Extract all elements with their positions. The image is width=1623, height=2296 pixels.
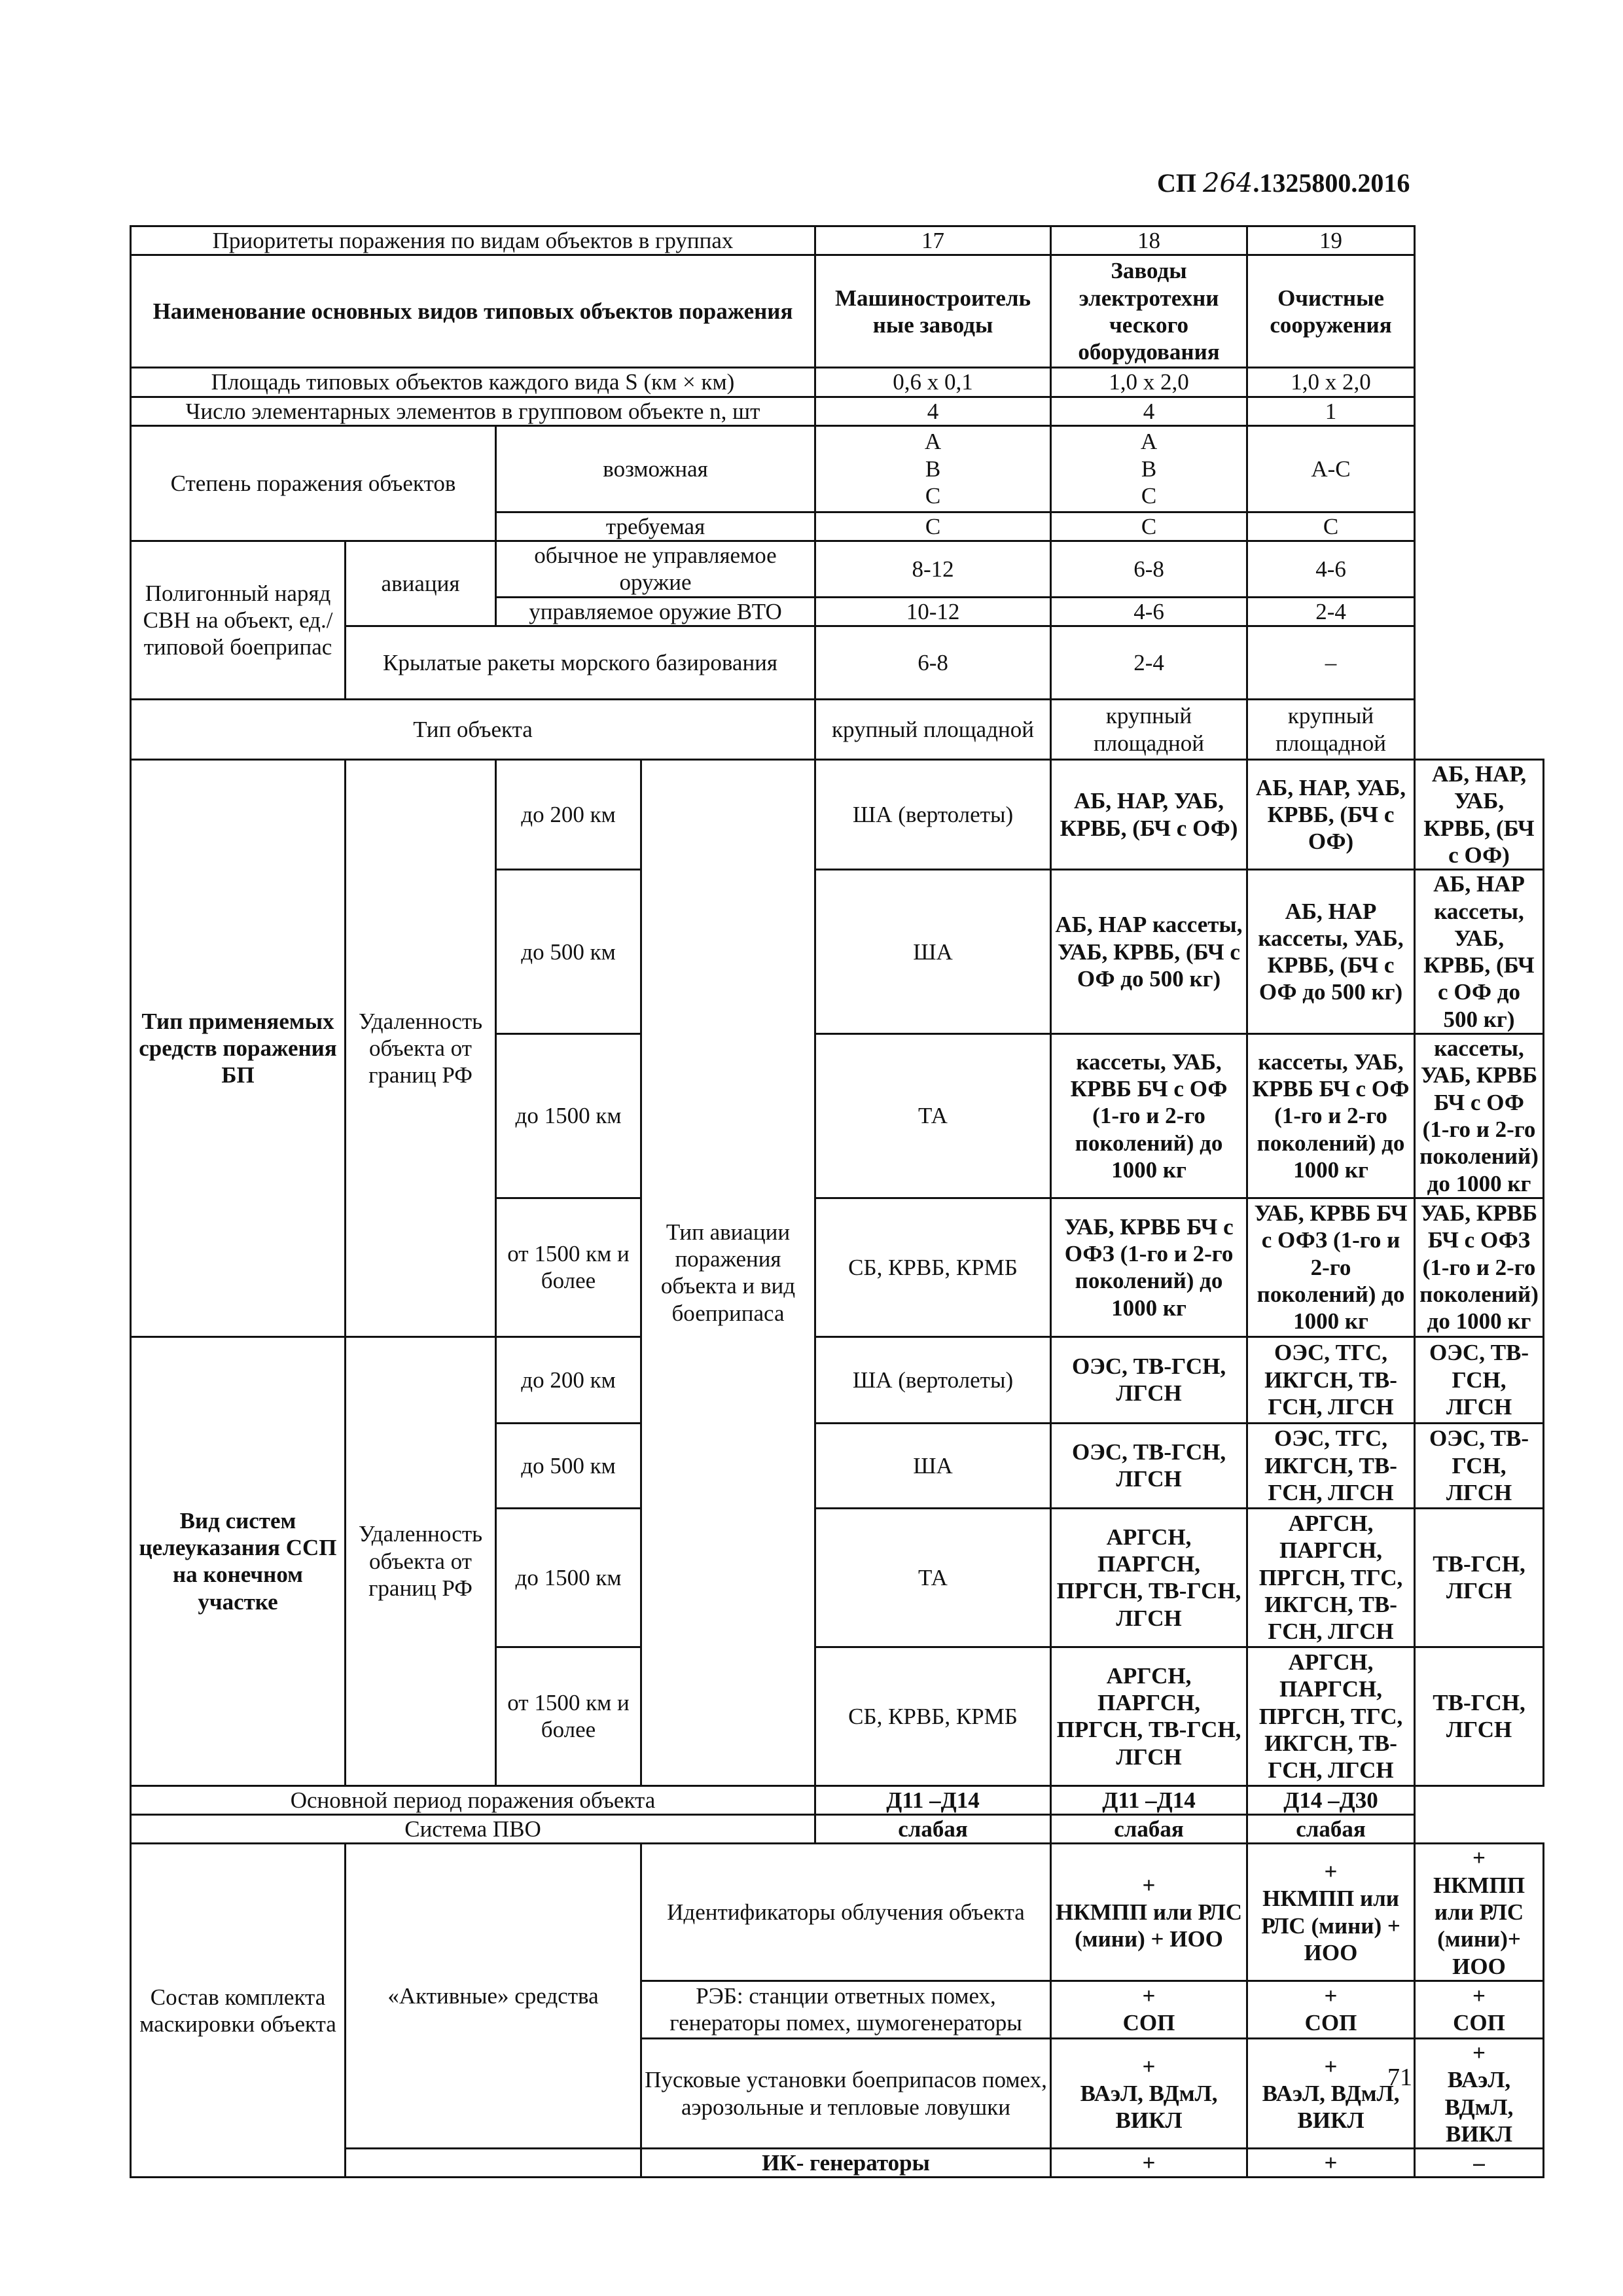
object-type-label: Тип объекта <box>131 700 815 760</box>
aviation-cell: СБ, КРВБ, КРМБ <box>815 1647 1051 1785</box>
table-cell: обычное не управляемое оружие <box>496 541 815 598</box>
distance-cell: до 1500 км <box>496 1034 641 1198</box>
table-cell: слабая <box>1247 1815 1415 1844</box>
table-cell: С <box>1247 512 1415 541</box>
table-row <box>131 255 1544 368</box>
table-cell: слабая <box>1051 1815 1247 1844</box>
table-cell: ТВ-ГСН, ЛГСН <box>1415 1647 1544 1785</box>
table-cell: С <box>1051 512 1247 541</box>
distance-cell: от 1500 км и более <box>496 1647 641 1785</box>
table-cell: + ВАэЛ, ВДмЛ, ВИКЛ <box>1247 2038 1415 2148</box>
table-cell: + СОП <box>1247 1981 1415 2038</box>
table-cell: 17 <box>815 226 1051 255</box>
table-cell: ИК- генераторы <box>641 2149 1051 2178</box>
table-cell: авиация <box>346 541 496 626</box>
table-cell: Площадь типовых объектов каждого вида S (км × км) <box>131 368 815 397</box>
table-cell: крупный площадной <box>1247 700 1415 760</box>
table-cell: 19 <box>1247 226 1415 255</box>
table-cell: АБ, НАР кассеты, УАБ, КРВБ, (БЧ с ОФ до 500 кг) <box>1247 870 1415 1034</box>
table-cell: 4-6 <box>1247 541 1415 598</box>
table-cell: кассеты, УАБ, КРВБ БЧ с ОФ (1-го и 2-го поколений) до 1000 кг <box>1247 1034 1415 1198</box>
page-number: 71 <box>1387 2064 1412 2091</box>
table-cell: ОЭС, ТВ-ГСН, ЛГСН <box>1415 1423 1544 1508</box>
table-row <box>131 368 1544 397</box>
table-cell: + <box>1247 2149 1415 2178</box>
table-cell: АБ, НАР, УАБ, КРВБ, (БЧ с ОФ) <box>1247 760 1415 870</box>
distance-cell: до 200 км <box>496 1336 641 1423</box>
table-cell: АРГСН, ПАРГСН, ПРГСН, ТВ-ГСН, ЛГСН <box>1051 1647 1247 1785</box>
table-cell: + НКМПП или РЛС (мини) + ИОО <box>1051 1844 1247 1981</box>
table-cell: А В С <box>815 425 1051 512</box>
table-cell: + НКМПП или РЛС (мини)+ ИОО <box>1415 1844 1544 1981</box>
table-cell: кассеты, УАБ, КРВБ БЧ с ОФ (1-го и 2-го поколений) до 1000 кг <box>1415 1034 1544 1198</box>
table-cell: ОЭС, ТВ-ГСН, ЛГСН <box>1051 1336 1247 1423</box>
table-cell: Машиностроитель ные заводы <box>815 255 1051 368</box>
table-cell: АРГСН, ПАРГСН, ПРГСН, ТГС, ИКГСН, ТВ-ГСН, ЛГСН <box>1247 1508 1415 1647</box>
priority-label: Приоритеты поражения по видам объектов в группах <box>131 226 815 255</box>
table-cell: ОЭС, ТГС, ИКГСН, ТВ-ГСН, ЛГСН <box>1247 1336 1415 1423</box>
aviation-cell: ША (вертолеты) <box>815 760 1051 870</box>
distance-cell: до 500 км <box>496 870 641 1034</box>
table-cell: управляемое оружие ВТО <box>496 597 815 626</box>
specification-table <box>130 225 1544 2178</box>
table-cell: Заводы электротехни ческого оборудования <box>1051 255 1247 368</box>
active-means-label: «Активные» средства <box>346 1844 641 2149</box>
table-cell: ТВ-ГСН, ЛГСН <box>1415 1508 1544 1647</box>
table-cell: 4-6 <box>1051 597 1247 626</box>
handwritten-code: 264 <box>1203 168 1253 198</box>
table-cell: 6-8 <box>815 626 1051 700</box>
table-row <box>131 425 1544 512</box>
table-row <box>131 700 1544 760</box>
table-cell: возможная <box>496 425 815 512</box>
table-row <box>131 760 1544 870</box>
table-cell: 2-4 <box>1247 597 1415 626</box>
table-cell: УАБ, КРВБ БЧ с ОФЗ (1-го и 2-го поколений) до 1000 кг <box>1051 1198 1247 1336</box>
table-cell: Система ПВО <box>131 1815 815 1844</box>
table-row <box>131 1336 1544 1423</box>
aviation-cell: ТА <box>815 1034 1051 1198</box>
table-cell: 1 <box>1247 397 1415 425</box>
masking-label: Состав комплекта маскировки объекта <box>131 1844 346 2178</box>
table-cell: кассеты, УАБ, КРВБ БЧ с ОФ (1-го и 2-го поколений) до 1000 кг <box>1051 1034 1247 1198</box>
table-cell: ОЭС, ТГС, ИКГСН, ТВ-ГСН, ЛГСН <box>1247 1423 1415 1508</box>
table-cell: АРГСН, ПАРГСН, ПРГСН, ТГС, ИКГСН, ТВ-ГСН, ЛГСН <box>1247 1647 1415 1785</box>
table-cell: + <box>1051 2149 1247 2178</box>
table-row <box>131 397 1544 425</box>
table-cell: 4 <box>1051 397 1247 425</box>
damage-degree-label: Степень поражения объектов <box>131 425 496 541</box>
table-cell: АБ, НАР кассеты, УАБ, КРВБ, (БЧ с ОФ до 500 кг) <box>1051 870 1247 1034</box>
aviation-cell: СБ, КРВБ, КРМБ <box>815 1198 1051 1336</box>
table-cell: 8-12 <box>815 541 1051 598</box>
table-cell: АБ, НАР, УАБ, КРВБ, (БЧ с ОФ) <box>1051 760 1247 870</box>
table-cell: крупный площадной <box>1051 700 1247 760</box>
table-cell: ОЭС, ТВ-ГСН, ЛГСН <box>1051 1423 1247 1508</box>
aviation-cell: ША <box>815 1423 1051 1508</box>
table-row <box>131 1785 1544 1814</box>
aviation-type-label: Тип авиации поражения объекта и вид боеприпаса <box>641 760 815 1786</box>
aviation-cell: ША (вертолеты) <box>815 1336 1051 1423</box>
table-cell: + ВАэЛ, ВДмЛ, ВИКЛ <box>1415 2038 1544 2148</box>
table-cell: Основной период поражения объекта <box>131 1785 815 1814</box>
table-cell: Удаленность объекта от границ РФ <box>346 1336 496 1785</box>
table-cell: АБ, НАР кассеты, УАБ, КРВБ, (БЧ с ОФ до 500 кг) <box>1415 870 1544 1034</box>
table-cell: 6-8 <box>1051 541 1247 598</box>
table-cell: 1,0 х 2,0 <box>1247 368 1415 397</box>
table-row <box>131 1815 1544 1844</box>
table-cell: УАБ, КРВБ БЧ с ОФЗ (1-го и 2-го поколений) до 1000 кг <box>1247 1198 1415 1336</box>
table-cell: АБ, НАР, УАБ, КРВБ, (БЧ с ОФ) <box>1415 760 1544 870</box>
distance-cell: до 200 км <box>496 760 641 870</box>
table-cell: Идентификаторы облучения объекта <box>641 1844 1051 1981</box>
table-cell: 10-12 <box>815 597 1051 626</box>
objects-name-label: Наименование основных видов типовых объектов поражения <box>131 255 815 368</box>
table-cell: УАБ, КРВБ БЧ с ОФЗ (1-го и 2-го поколений) до 1000 кг <box>1415 1198 1544 1336</box>
table-cell: Крылатые ракеты морского базирования <box>346 626 815 700</box>
table-cell: Удаленность объекта от границ РФ <box>346 760 496 1337</box>
guidance-label: Вид систем целеуказания ССП на конечном участке <box>131 1336 346 1785</box>
table-cell: – <box>1247 626 1415 700</box>
aviation-cell: ША <box>815 870 1051 1034</box>
table-cell: Число элементарных элементов в групповом объекте n, шт <box>131 397 815 425</box>
means-label: Тип применяемых средств поражения БП <box>131 760 346 1337</box>
table-cell: Д11 –Д14 <box>815 1785 1051 1814</box>
table-cell: требуемая <box>496 512 815 541</box>
table-cell: 4 <box>815 397 1051 425</box>
table-cell: + СОП <box>1415 1981 1544 2038</box>
polygon-label: Полигонный наряд СВН на объект, ед./типовой боеприпас <box>131 541 346 700</box>
table-cell: 2-4 <box>1051 626 1247 700</box>
table-cell: АРГСН, ПАРГСН, ПРГСН, ТВ-ГСН, ЛГСН <box>1051 1508 1247 1647</box>
empty-cell <box>346 2149 641 2178</box>
table-cell: крупный площадной <box>815 700 1051 760</box>
table-cell: Д14 –Д30 <box>1247 1785 1415 1814</box>
table-cell: + ВАэЛ, ВДмЛ, ВИКЛ <box>1051 2038 1247 2148</box>
table-row <box>131 1844 1544 1981</box>
table-cell: А-С <box>1247 425 1415 512</box>
table-cell: 0,6 х 0,1 <box>815 368 1051 397</box>
table-cell: ОЭС, ТВ-ГСН, ЛГСН <box>1415 1336 1544 1423</box>
table-cell: + СОП <box>1051 1981 1247 2038</box>
table-row <box>131 226 1544 255</box>
distance-cell: до 500 км <box>496 1423 641 1508</box>
distance-cell: от 1500 км и более <box>496 1198 641 1336</box>
table-row <box>131 541 1544 598</box>
table-cell: – <box>1415 2149 1544 2178</box>
document-header: СП 264.1325800.2016 <box>1157 168 1410 198</box>
table-cell: 18 <box>1051 226 1247 255</box>
table-cell: С <box>815 512 1051 541</box>
table-cell: Д11 –Д14 <box>1051 1785 1247 1814</box>
table-cell: 1,0 х 2,0 <box>1051 368 1247 397</box>
table-cell: слабая <box>815 1815 1051 1844</box>
table-cell: + НКМПП или РЛС (мини) + ИОО <box>1247 1844 1415 1981</box>
table-cell: А В С <box>1051 425 1247 512</box>
table-cell: РЭБ: станции ответных помех, генераторы помех, шумогенераторы <box>641 1981 1051 2038</box>
table-cell: Очистные сооружения <box>1247 255 1415 368</box>
table-cell: Пусковые установки боеприпасов помех, аэрозольные и тепловые ловушки <box>641 2038 1051 2148</box>
aviation-cell: ТА <box>815 1508 1051 1647</box>
distance-cell: до 1500 км <box>496 1508 641 1647</box>
